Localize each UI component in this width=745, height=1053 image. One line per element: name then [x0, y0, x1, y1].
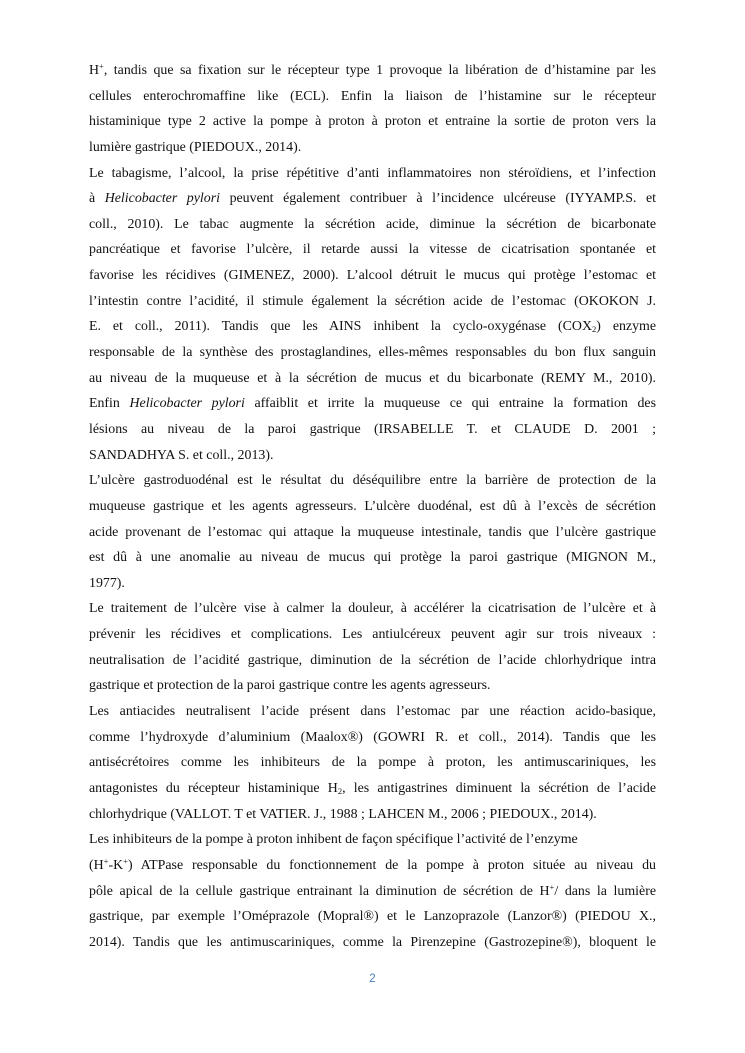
text-line — [89, 391, 656, 417]
text-segment: 2014). Tandis que les antimuscariniques, comme la Pirenzepine (Gastrozepine®), bloquent le — [89, 934, 656, 950]
text-segment: pancréatique et favorise l’ulcère, il retarde aussi la vitesse de cicatrisation spontanée et — [89, 242, 656, 258]
text-line — [89, 853, 656, 879]
text-segment: pôle apical de la cellule gastrique entrainant la diminution de sécrétion de H — [89, 883, 550, 899]
text-segment: lumière gastrique (PIEDOUX., 2014). — [89, 139, 302, 155]
text-segment: responsable de la synthèse des prostaglandines, elles-mêmes responsables du bon flux sanguin — [89, 345, 656, 361]
text-segment: gastrique et protection de la paroi gastrique contre les agents agresseurs. — [89, 678, 491, 694]
text-segment: peuvent également contribuer à l’incidence ulcéreuse (IYYAMP.S. et — [220, 191, 656, 207]
text-line — [89, 366, 656, 392]
text-segment: Le traitement de l’ulcère vise à calmer la douleur, à accélérer la cicatrisation de l’ulcère et à — [89, 601, 656, 617]
superscript: + — [549, 881, 555, 892]
text-line — [89, 520, 656, 546]
text-segment: gastrique, par exemple l’Oméprazole (Mopral®) et le Lanzoprazole (Lanzor®) (PIEDOU X., — [89, 909, 656, 925]
text-line — [89, 699, 656, 725]
text-line — [89, 622, 656, 648]
text-segment: 1977). — [89, 575, 125, 591]
subscript: 2 — [592, 324, 597, 335]
text-line — [89, 443, 656, 469]
text-line — [89, 340, 656, 366]
text-segment: histaminique type 2 active la pompe à proton à proton et entraine la sortie de proton vers la — [89, 114, 656, 130]
text-segment: H — [89, 63, 100, 78]
text-segment: lésions au niveau de la paroi gastrique (IRSABELLE T. et CLAUDE D. 2001 ; — [89, 421, 656, 437]
text-segment: acide provenant de l’estomac qui attaque la muqueuse intestinale, tandis que l’ulcère gastrique — [89, 524, 656, 540]
page-number: 2 — [369, 973, 376, 985]
text-segment: coll., 2010). Le tabac augmente la sécrétion acide, diminue la sécrétion de bicarbonate — [89, 216, 656, 232]
text-line — [89, 417, 656, 443]
text-line — [89, 494, 656, 520]
text-segment: l’intestin contre l’acidité, il stimule également la sécrétion acide de l’estomac (OKOKON J. — [89, 293, 656, 309]
text-line — [89, 571, 656, 597]
text-segment: -K — [108, 857, 124, 873]
italic-text: Helicobacter pylori — [104, 191, 220, 207]
text-segment: Le tabagisme, l’alcool, la prise répétitive d’anti inflammatoires non stéroïdiens, et l’infection — [89, 165, 656, 181]
text-segment: neutralisation de l’acidité gastrique, diminution de la sécrétion de l’acide chlorhydrique intra — [89, 652, 656, 668]
text-segment: comme l’hydroxyde d’aluminium (Maalox®) (GOWRI R. et coll., 2014). Tandis que les — [89, 729, 656, 745]
text-line — [89, 161, 656, 187]
text-line — [89, 827, 656, 853]
text-segment: affaiblit et irrite la muqueuse ce qui entraine la formation des — [244, 396, 656, 412]
text-line — [89, 289, 656, 315]
text-segment: (H — [89, 857, 104, 873]
text-line — [89, 468, 656, 494]
text-segment: Enfin — [89, 396, 130, 412]
text-segment: antagonistes du récepteur histaminique H — [89, 780, 338, 796]
superscript: + — [103, 855, 109, 866]
text-line — [89, 648, 656, 674]
text-line — [89, 186, 656, 212]
text-segment: muqueuse gastrique et les agents agresseurs. L’ulcère duodénal, est dû à l’excès de sécrétion — [89, 498, 656, 514]
text-line — [89, 879, 656, 905]
text-line — [89, 314, 656, 340]
text-line — [89, 84, 656, 110]
text-segment: L’ulcère gastroduodénal est le résultat du déséquilibre entre la barrière de protection de la — [89, 473, 656, 489]
text-line — [89, 802, 656, 828]
text-line — [89, 263, 656, 289]
text-segment: ) ATPase responsable du fonctionnement de la pompe à proton située au niveau du — [127, 857, 656, 873]
superscript: + — [99, 61, 104, 71]
text-line — [89, 545, 656, 571]
text-segment: chlorhydrique (VALLOT. T et VATIER. J., 1988 ; LAHCEN M., 2006 ; PIEDOUX., 2014). — [89, 806, 597, 822]
text-line — [89, 596, 656, 622]
text-segment: , tandis que sa fixation sur le récepteur type 1 provoque la libération de d’histamine par les — [103, 63, 656, 78]
text-line — [89, 237, 656, 263]
subscript: 2 — [337, 785, 343, 796]
text-segment: ) enzyme — [596, 319, 657, 335]
text-line — [89, 930, 656, 956]
superscript: + — [123, 855, 128, 866]
text-segment: SANDADHYA S. et coll., 2013). — [89, 447, 274, 463]
text-segment: cellules enterochromaffine like (ECL). Enfin la liaison de l’histamine sur le récepteur — [89, 88, 656, 104]
italic-text: Helicobacter pylori — [129, 396, 245, 412]
text-line — [89, 673, 656, 699]
text-segment: Les inhibiteurs de la pompe à proton inhibent de façon spécifique l’activité de l’enzyme — [89, 832, 578, 848]
text-segment: favorise les récidives (GIMENEZ, 2000). L’alcool détruit le mucus qui protège l’estomac et — [89, 268, 656, 284]
text-segment: est dû à une anomalie au niveau de mucus qui protège la paroi gastrique (MIGNON M., — [89, 550, 656, 566]
text-line — [89, 750, 656, 776]
text-line — [89, 58, 656, 84]
text-segment: , les antigastrines diminuent la sécrétion de l’acide — [342, 780, 656, 796]
text-line — [89, 776, 656, 802]
text-segment: / dans la lumière — [554, 883, 656, 899]
text-segment: prévenir les récidives et complications. Les antiulcéreux peuvent agir sur trois niveaux : — [89, 627, 656, 643]
text-line — [89, 109, 656, 135]
text-line — [89, 725, 656, 751]
text-line — [89, 135, 656, 161]
body-text — [89, 58, 656, 955]
text-segment: E. et coll., 2011). Tandis que les AINS inhibent la cyclo-oxygénase (COX — [89, 319, 592, 335]
text-segment: au niveau de la muqueuse et à la sécrétion de mucus et du bicarbonate (REMY M., 2010). — [89, 370, 656, 386]
text-line — [89, 904, 656, 930]
text-line — [89, 212, 656, 238]
text-segment: antisécrétoires comme les inhibiteurs de la pompe à proton, les antimuscariniques, les — [89, 755, 656, 771]
text-segment: à — [89, 191, 105, 207]
text-segment: Les antiacides neutralisent l’acide présent dans l’estomac par une réaction acido-basique, — [89, 704, 656, 720]
